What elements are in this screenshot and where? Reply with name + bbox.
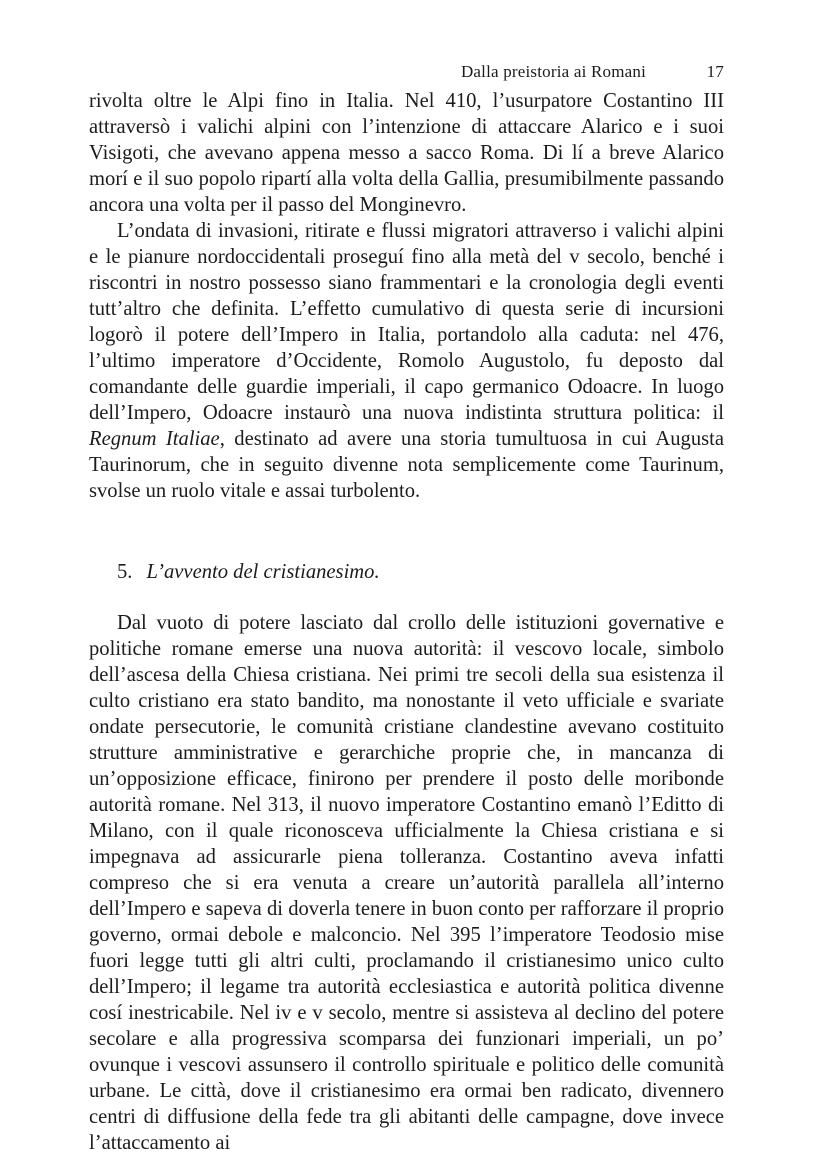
- paragraph-invasions: [89, 218, 724, 504]
- paragraph-continuation: rivolta oltre le Alpi fino in Italia. Nel 410, l’usurpatore Costantino III attraversò i valichi alpini con l’intenzione di attaccare Alarico e i suoi Visigoti, che avevano appena messo a sacco Roma. Di lí a breve Alarico morí e il suo popolo ripartí alla volta della Gallia, presumibilmente passando ancora una volta per il passo del Monginevro.: [89, 90, 724, 216]
- italic-term-regnum-italiae: Regnum Italiae: [89, 428, 220, 450]
- section-number: 5.: [117, 561, 133, 583]
- paragraph-text-before-italic: L’ondata di invasioni, ritirate e flussi migratori attraverso i valichi alpini e le pianure nordoccidentali proseguí fino alla metà del v secolo, benché i riscontri in nostro possesso siano frammentari e la cronologia degli eventi tutt’altro che definita. L’effetto cumulativo di questa serie di incursioni logorò il potere dell’Impero in Italia, portandolo alla caduta: nel 476, l’ultimo imperatore d’Occidente, Romolo Augustolo, fu deposto dal comandante delle guardie imperiali, il capo germanico Odoacre. In luogo dell’Impero, Odoacre instaurò una nuova indistinta struttura politica: il: [89, 220, 724, 424]
- running-title: Dalla preistoria ai Romani: [460, 62, 646, 81]
- running-header: [89, 62, 724, 88]
- section-body-paragraph: Dal vuoto di potere lasciato dal crollo delle istituzioni governative e politiche romane emerse una nuova autorità: il vescovo locale, simbolo dell’ascesa della Chiesa cristiana. Nei primi tre secoli della sua esistenza il culto cristiano era stato bandito, ma nonostante il veto ufficiale e svariate ondate persecutorie, le comunità cristiane clandestine avevano costituito strutture amministrative e gerarchiche proprie che, in mancanza di un’opposizione efficace, finirono per prendere il posto delle moribonde autorità romane. Nel 313, il nuovo imperatore Costantino emanò l’Editto di Milano, con il quale riconosceva ufficialmente la Chiesa cristiana e si impegnava ad assicurarle piena tolleranza. Costantino aveva infatti compreso che si era venuta a creare un’autorità parallela all’interno dell’Impero e sapeva di doverla tenere in buon conto per rafforzare il proprio governo, ormai debole e malconcio. Nel 395 l’imperatore Teodosio mise fuori legge tutti gli altri culti, proclamando il cristianesimo unico culto dell’Impero; il legame tra autorità ecclesiastica e autorità politica divenne cosí inestricabile. Nel iv e v secolo, mentre si assisteva al declino del potere secolare e alla progressiva scomparsa dei funzionari imperiali, un po’ ovunque i vescovi assunsero il controllo spirituale e politico delle comunità urbane. Le città, dove il cristianesimo era ormai ben radicato, divennero centri di diffusione della fede tra gli abitanti delle campagne, dove invece l’attaccamento ai: [89, 612, 724, 1154]
- paragraph-text-after-italic: , destinato ad avere una storia tumultuosa in cui Augusta Taurinorum, che in seguito divenne nota semplicemente come Taurinum, svolse un ruolo vitale e assai turbolento.: [89, 428, 725, 502]
- page-number: 17: [706, 62, 724, 81]
- section-heading: [117, 559, 724, 585]
- book-page: [89, 62, 724, 1156]
- section-title: L’avvento del cristianesimo.: [146, 561, 380, 583]
